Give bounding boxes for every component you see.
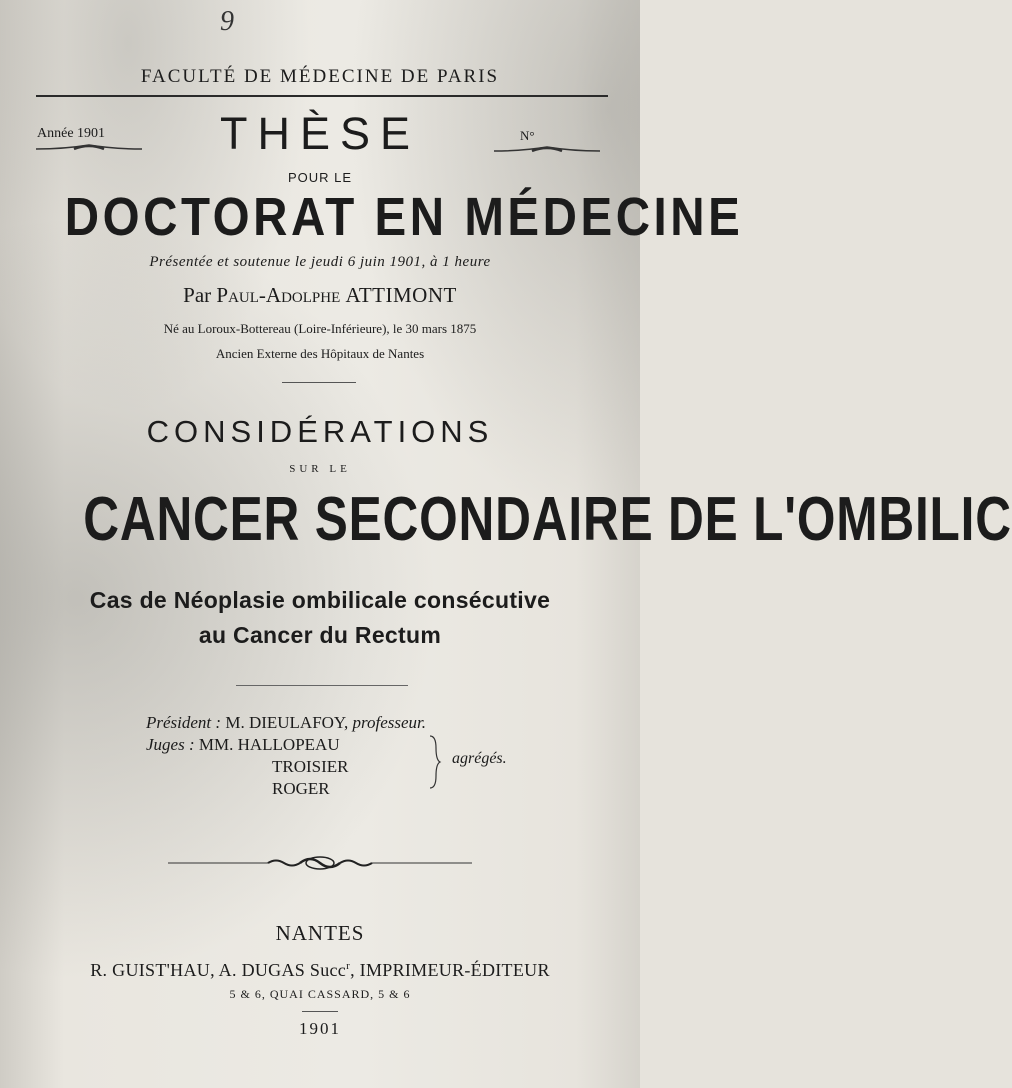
doctorat-heading: DOCTORAT EN MÉDECINE [64,187,744,247]
subtitle-line-1: Cas de Néoplasie ombilicale consécutive [89,587,551,613]
section-divider [282,382,356,383]
judge-row [146,779,426,801]
author-surname: ATTIMONT [345,283,457,307]
subtitle-line-2: au Cancer du Rectum [198,622,442,648]
considerations-heading: CONSIDÉRATIONS [146,414,494,449]
president-name: M. DIEULAFOY, [225,713,349,732]
faculty-heading: FACULTÉ DE MÉDECINE DE PARIS [140,66,500,87]
judge-row [146,757,426,779]
birth-line: Né au Loroux-Bottereau (Loire-Inférieure), le 30 mars 1875 [163,321,477,336]
author-first-names: Paul-Adolphe [216,283,341,307]
agreges-label: agrégés. [452,750,507,767]
number-label: N° [520,128,535,143]
printer-line [0,960,640,981]
address-divider [302,1011,338,1012]
juges-label: Juges : [146,735,195,754]
sur-le-label: SUR LE [289,463,351,475]
printer-role: , IMPRIMEUR-ÉDITEUR [350,960,550,980]
former-position-line: Ancien Externe des Hôpitaux de Nantes [215,346,425,361]
city-name: NANTES [275,921,365,945]
brace-glyph [428,734,442,790]
president-row [146,713,426,735]
right-flourish-ornament [492,144,602,156]
decorative-ornament [168,852,472,874]
par-label: Par [183,283,212,307]
pour-le-label: POUR LE [287,170,353,185]
these-title: THÈSE [219,108,421,159]
header-rule [36,95,608,97]
president-label: Président : [146,713,222,732]
printer-address: 5 & 6, QUAI CASSARD, 5 & 6 [229,987,411,1001]
defense-date-line: Présentée et soutenue le jeudi 6 juin 1901, à 1 heure [149,254,491,270]
jury-block [146,713,426,801]
judge-row [146,735,426,757]
judge-name: ROGER [272,779,330,798]
judge-name: HALLOPEAU [237,735,340,754]
publication-year: 1901 [299,1019,341,1038]
president-title: professeur. [352,713,427,732]
jury-divider [236,685,408,686]
printer-name: R. GUIST'HAU, A. DUGAS Succ [90,960,347,980]
handwritten-number: 9 [220,6,234,37]
year-label: Année 1901 [37,126,106,141]
author-line [0,283,640,308]
juges-prefix: MM. [198,735,234,754]
printer-superscript: r [346,960,351,972]
judge-name: TROISIER [272,757,349,776]
main-subject-title: CANCER SECONDAIRE DE L'OMBILIC [83,485,1012,554]
